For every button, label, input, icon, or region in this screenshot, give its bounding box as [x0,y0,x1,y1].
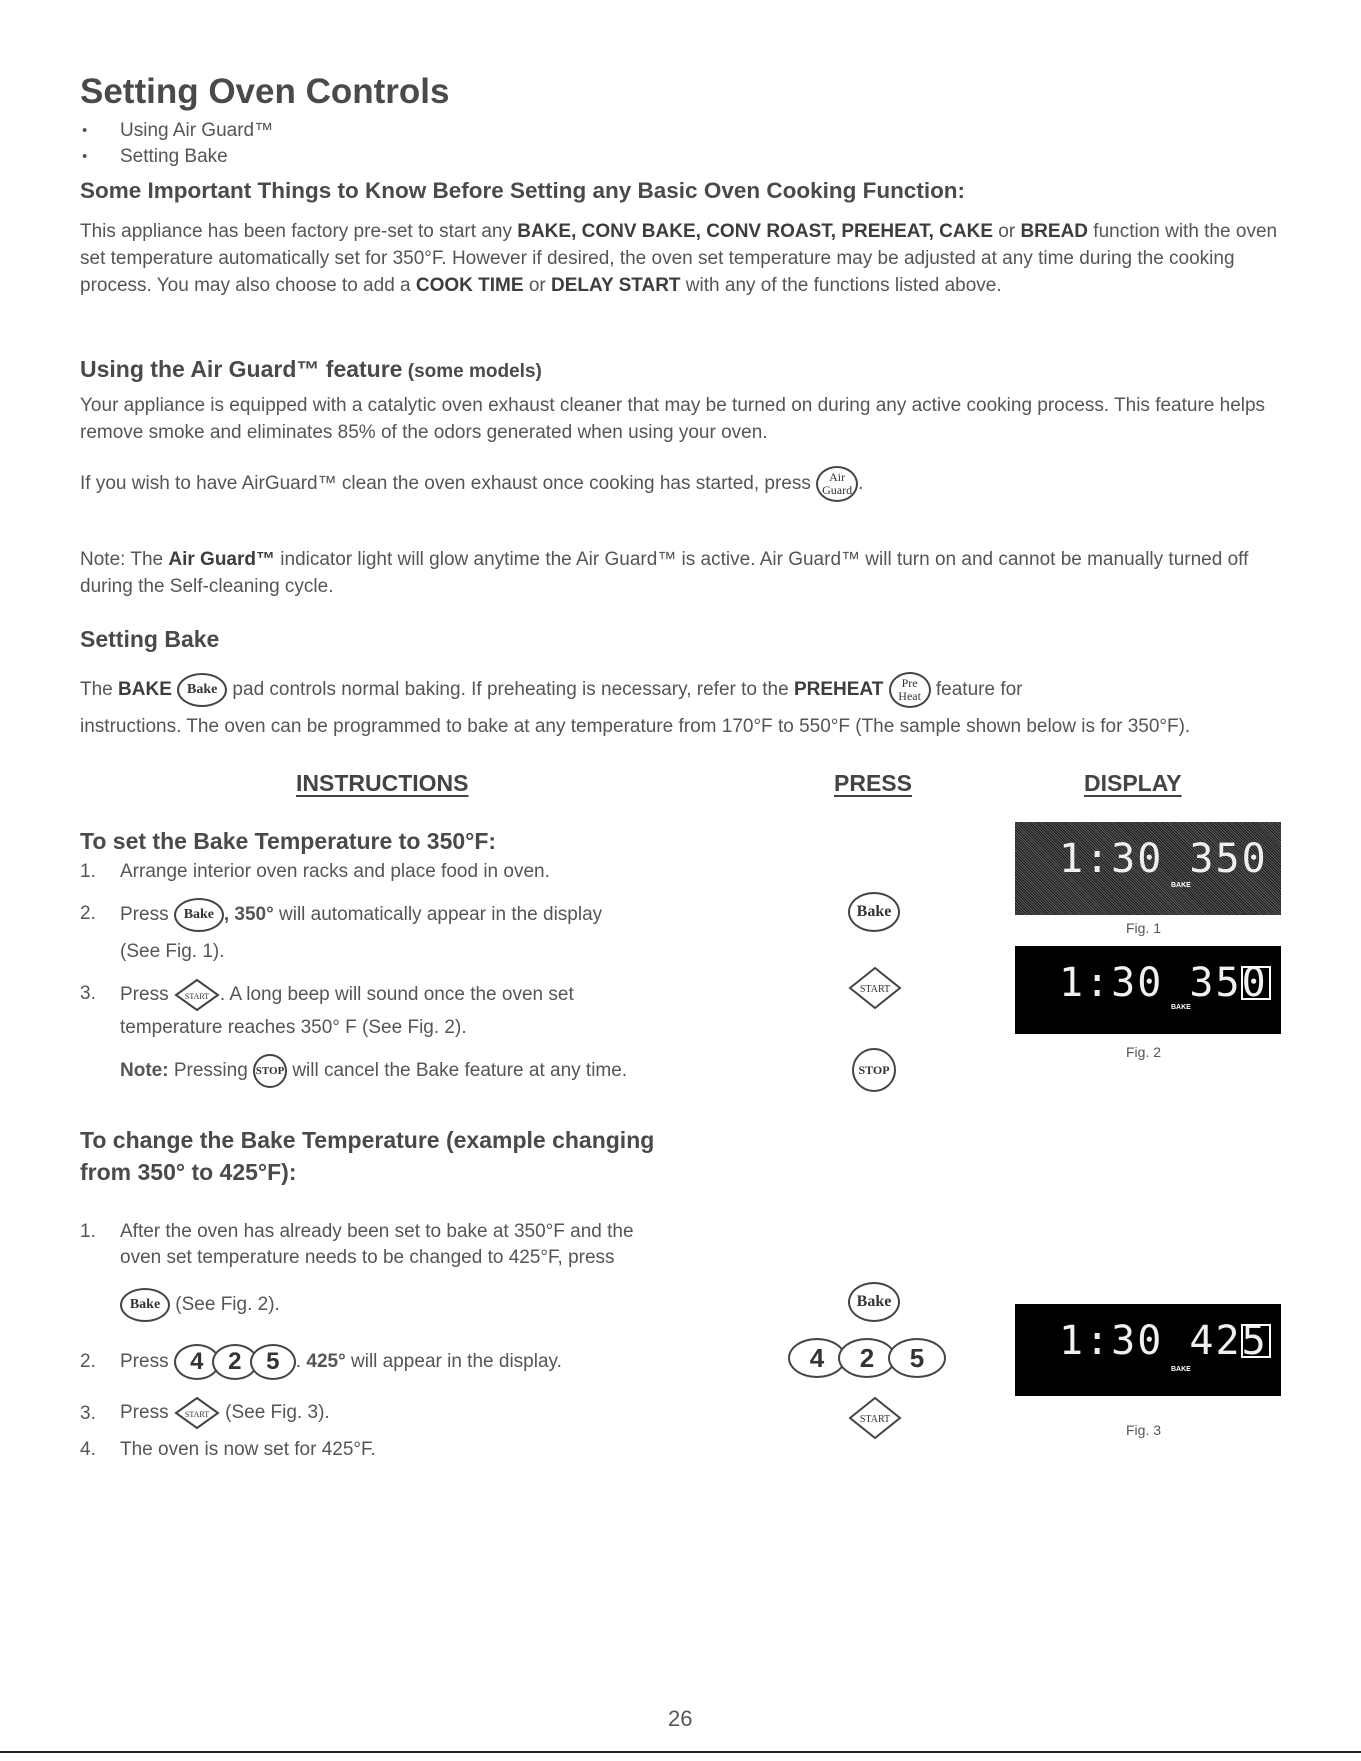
bake-pad-button[interactable]: Bake [848,1282,900,1322]
start-pad-label: START [859,984,891,995]
intro-paragraph: This appliance has been factory pre-set to start any BAKE, CONV BAKE, CONV ROAST, PREHEAT, CAKE or BREAD function with the oven set temperature automatically set for 350°F. However if desired, the oven set temperature may be adjusted at any time during the cooking process. You may also choose to add a COOK TIME or DELAY START with any of the functions listed above. [80,221,1278,296]
oven-display-fig3: 1:30 425 BAKE [1015,1304,1281,1396]
number-5-pad-button[interactable]: 5 [888,1338,946,1378]
column-header-press: PRESS [834,770,912,796]
start-pad-button[interactable] [848,966,902,1010]
stop-pad-icon: STOP [253,1054,287,1088]
start-pad-label: START [859,1414,891,1425]
airguard-press-line: If you wish to have AirGuard™ clean the oven exhaust once cooking has started, press Air Guard . [80,466,863,502]
setting-bake-line1: The BAKE Bake pad controls normal baking. If preheating is necessary, refer to the PREHEAT Pre Heat feature for [80,672,1023,708]
number-pad-group [788,1338,946,1378]
number-5-pad-icon: 5 [250,1344,296,1380]
oven-display-fig2: 1:30 350 BAKE [1015,946,1281,1034]
bake-pad-icon: Bake [177,673,227,707]
topic-list [80,118,273,170]
number-4-pad-icon: 4 [174,1344,220,1380]
figure-caption: Fig. 3 [1126,1422,1162,1438]
airguard-pad-icon: Air Guard [816,466,858,502]
figure-caption: Fig. 1 [1126,920,1162,936]
important-heading: Some Important Things to Know Before Setting any Basic Oven Cooking Function: [80,178,966,203]
oven-display-fig1: 1:30 350 BAKE [1015,822,1281,915]
column-header-instructions: INSTRUCTIONS [296,770,469,796]
preheat-pad-icon: Pre Heat [889,672,931,708]
footer-rule [0,1751,1361,1753]
setting-bake-line2: instructions. The oven can be programmed to bake at any temperature from 170°F to 550°F (The sample shown below is for 350°F). [80,716,1191,737]
number-2-pad-icon: 2 [212,1344,258,1380]
number-4-pad-button[interactable]: 4 [788,1338,846,1378]
figure-caption: Fig. 2 [1126,1044,1162,1060]
stop-pad-button[interactable]: STOP [852,1048,896,1092]
bake-pad-icon: Bake [174,898,224,932]
page-title: Setting Oven Controls [80,72,450,111]
change-temp-steps: 1. After the oven has already been set to bake at 350°F and the oven set temperature needs to be changed to 425°F, press Bake (See Fig. 2). 2. Press 4 2 5 . 425° will appear in the display. 3. Press START (See Fig. 3). 4. The oven is now set for 425°F. [80,1221,634,1460]
page-number: 26 [668,1706,693,1731]
number-2-pad-button[interactable]: 2 [838,1338,896,1378]
start-pad-icon [174,1396,220,1430]
indicator-box [1241,966,1271,1000]
setting-bake-heading: Setting Bake [80,626,220,652]
bake-pad-button[interactable]: Bake [848,892,900,932]
svg-text:START: START [184,1410,209,1419]
set-temp-steps: 1. Arrange interior oven racks and place food in oven. 2. Press Bake , 350° will automatically appear in the display (See Fig. 1). 3. Press START . A long beep will sound once the oven set temperature reaches 350° F (See Fig. 2). Note: Pressing STOP will cancel the Bake feature at any time. [80,858,760,1078]
start-pad-button[interactable] [848,1396,902,1440]
start-pad-icon [174,978,220,1012]
column-header-display: DISPLAY [1084,770,1182,796]
set-temp-heading: To set the Bake Temperature to 350°F: [80,828,497,854]
topic-item: • Using Air Guard™ [80,118,273,144]
bake-pad-icon: Bake [120,1288,170,1322]
change-temp-heading: To change the Bake Temperature (example changing from 350° to 425°F): [80,1127,655,1185]
topic-item: • Setting Bake [80,144,273,170]
svg-text:START: START [184,992,209,1001]
airguard-heading: Using the Air Guard™ feature (some models) [80,356,542,382]
indicator-box [1241,1324,1271,1358]
airguard-note: Note: The Air Guard™ indicator light will glow anytime the Air Guard™ is active. Air Guard™ will turn on and cannot be manually turned off during the Self-cleaning cycle. [80,549,1249,597]
airguard-paragraph: Your appliance is equipped with a catalytic oven exhaust cleaner that may be turned on during any active cooking process. This feature helps remove smoke and eliminates 85% of the odors generated when using your oven. [80,395,1266,443]
